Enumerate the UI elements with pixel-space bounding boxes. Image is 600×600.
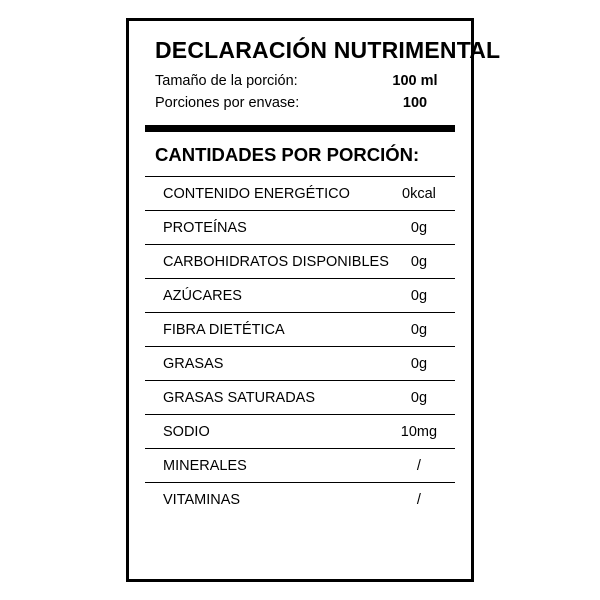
table-row	[145, 211, 455, 245]
nutrient-name: SODIO	[145, 415, 389, 449]
nutrient-value: 0kcal	[389, 177, 455, 211]
nutrient-value: /	[389, 483, 455, 517]
nutrient-name: MINERALES	[145, 449, 389, 483]
nutrient-name: CARBOHIDRATOS DISPONIBLES	[145, 245, 389, 279]
table-row	[145, 347, 455, 381]
table-row	[145, 381, 455, 415]
nutrient-value: /	[389, 449, 455, 483]
nutrient-name: CONTENIDO ENERGÉTICO	[145, 177, 389, 211]
nutrient-table	[145, 176, 455, 516]
table-row	[145, 313, 455, 347]
nutrient-name: GRASAS SATURADAS	[145, 381, 389, 415]
nutrient-value: 0g	[389, 211, 455, 245]
table-row	[145, 449, 455, 483]
thick-divider	[145, 125, 455, 132]
nutrient-name: VITAMINAS	[145, 483, 389, 517]
nutrient-value: 0g	[389, 245, 455, 279]
servings-per-container-row	[155, 95, 447, 117]
servings-per-container-label: Porciones por envase:	[155, 95, 300, 111]
nutrient-value: 0g	[389, 381, 455, 415]
nutrient-name: GRASAS	[145, 347, 389, 381]
table-row	[145, 483, 455, 517]
serving-size-label: Tamaño de la porción:	[155, 73, 298, 89]
nutrient-name: PROTEÍNAS	[145, 211, 389, 245]
table-row	[145, 245, 455, 279]
table-row	[145, 415, 455, 449]
nutrition-facts-inner	[129, 37, 501, 595]
serving-size-row	[155, 73, 447, 95]
servings-per-container-value: 100	[402, 95, 428, 111]
nutrition-facts-panel	[126, 18, 501, 582]
nutrient-value: 10mg	[389, 415, 455, 449]
table-row	[145, 279, 455, 313]
nutrient-name: FIBRA DIETÉTICA	[145, 313, 389, 347]
serving-size-value: 100 ml	[392, 73, 438, 89]
amounts-per-serving-heading: CANTIDADES POR PORCIÓN:	[155, 144, 420, 165]
table-row	[145, 177, 455, 211]
panel-title: DECLARACIÓN NUTRIMENTAL	[155, 37, 501, 63]
nutrient-value: 0g	[389, 279, 455, 313]
nutrient-name: AZÚCARES	[145, 279, 389, 313]
nutrient-value: 0g	[389, 313, 455, 347]
nutrient-value: 0g	[389, 347, 455, 381]
